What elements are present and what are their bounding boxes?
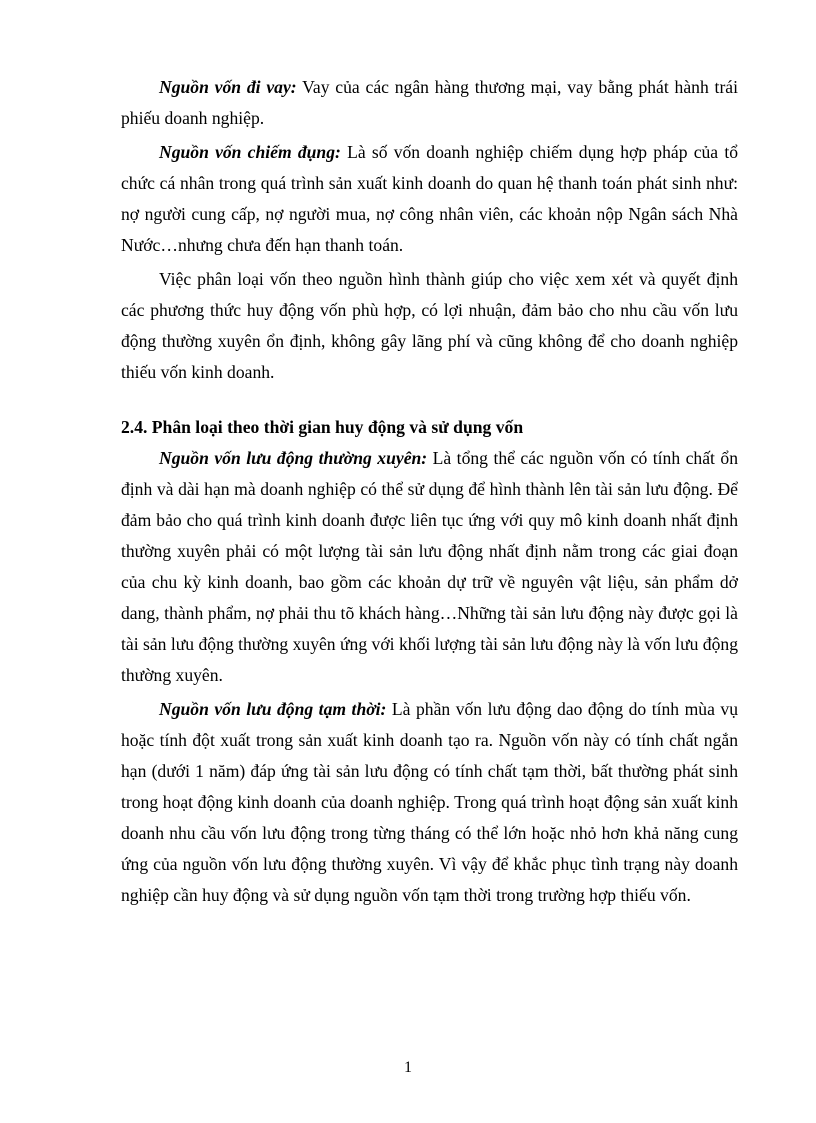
section-heading: 2.4. Phân loại theo thời gian huy động và sử dụng vốn — [121, 417, 524, 437]
term-appropriated-capital: Nguồn vốn chiếm đụng: — [159, 142, 341, 162]
paragraph-text: Là số vốn doanh nghiệp chiếm dụng hợp pháp của tổ chức cá nhân trong quá trình sản xuất kinh doanh do quan hệ thanh toán phát sinh như: nợ người cung cấp, nợ người mua, nợ công nhân viên, các khoản nộp Ngân sách Nhà Nước…nhưng chưa đến hạn thanh toán. — [121, 142, 739, 255]
paragraph-borrowed-capital — [121, 72, 738, 134]
document-page — [121, 72, 738, 911]
paragraph-permanent-working-capital — [121, 443, 738, 691]
page-number: 1 — [404, 1059, 412, 1076]
paragraph-classification-summary — [121, 264, 738, 388]
paragraph-text: Là phần vốn lưu động dao động do tính mùa vụ hoặc tính đột xuất trong sản xuất kinh doanh tạo ra. Nguồn vốn này có tính chất ngắn hạn (dưới 1 năm) đáp ứng tài sản lưu động có tính chất tạm thời, bất thường phát sinh trong hoạt động kinh doanh của doanh nghiệp. Trong quá trình hoạt động sản xuất kinh doanh nhu cầu vốn lưu động trong từng tháng có thể lớn hoặc nhỏ hơn khả năng cung ứng của nguồn vốn lưu động thường xuyên. Vì vậy để khắc phục tình trạng này doanh nghiệp cần huy động và sử dụng nguồn vốn tạm thời trong trường hợp thiếu vốn. — [121, 699, 738, 905]
term-temporary-working-capital: Nguồn vốn lưu động tạm thời: — [159, 699, 387, 719]
paragraph-text: Là tổng thể các nguồn vốn có tính chất ổn định và dài hạn mà doanh nghiệp có thể sử dụng để hình thành lên tài sản lưu động. Để đảm bảo cho quá trình kinh doanh được liên tục ứng với quy mô kinh doanh nhất định thường xuyên phải có một lượng tài sản lưu động nhất định nằm trong các giai đoạn của chu kỳ kinh doanh, bao gồm các khoản dự trữ về nguyên vật liệu, sản phẩm dở dang, thành phẩm, nợ phải thu tõ khách hàng…Những tài sản lưu động này được gọi là tài sản lưu động thường xuyên ứng với khối lượng tài sản lưu động này là vốn lưu động thường xuyên. — [121, 448, 738, 685]
term-borrowed-capital: Nguồn vốn đi vay: — [159, 77, 297, 97]
term-permanent-working-capital: Nguồn vốn lưu động thường xuyên: — [159, 448, 428, 468]
paragraph-text: Việc phân loại vốn theo nguồn hình thành giúp cho việc xem xét và quyết định các phương thức huy động vốn phù hợp, có lợi nhuận, đảm bảo cho nhu cầu vốn lưu động thường xuyên ổn định, không gây lãng phí và cũng không để cho doanh nghiệp thiếu vốn kinh doanh. — [121, 269, 738, 382]
paragraph-text: Vay của các ngân hàng thương mại, vay bằng phát hành trái phiếu doanh nghiệp. — [121, 77, 739, 128]
paragraph-temporary-working-capital — [121, 694, 738, 911]
paragraph-appropriated-capital — [121, 137, 738, 261]
